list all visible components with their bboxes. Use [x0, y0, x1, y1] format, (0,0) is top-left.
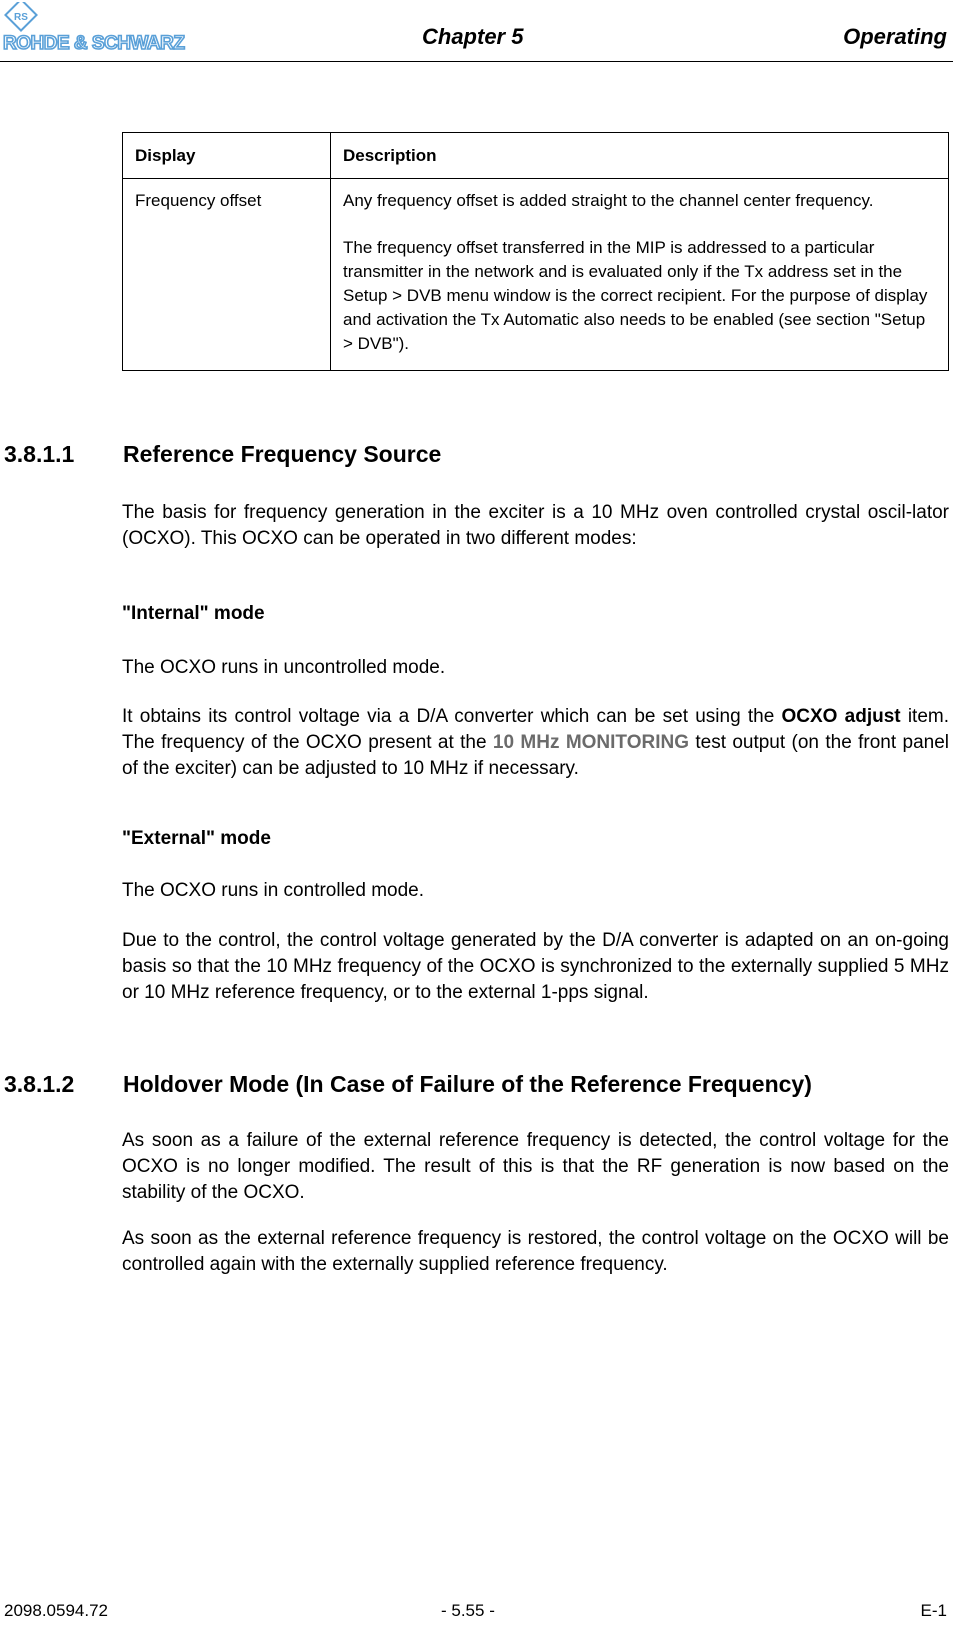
- internal-mode-heading: "Internal" mode: [122, 603, 265, 624]
- section-number: 3.8.1.1: [4, 441, 75, 467]
- description-paragraph: Any frequency offset is added straight to the channel center frequency.: [343, 191, 874, 210]
- page-header: [0, 0, 953, 62]
- external-mode-heading: "External" mode: [122, 828, 271, 849]
- cell-display: Frequency offset: [123, 179, 331, 371]
- internal-mode-paragraph-1: The OCXO runs in uncontrolled mode.: [122, 657, 446, 678]
- footer-page-number: - 5.55 -: [441, 1601, 495, 1620]
- section-title: Operating: [843, 24, 947, 49]
- table-row: [123, 179, 949, 371]
- chapter-title: Chapter 5: [422, 24, 524, 49]
- cell-description: [331, 179, 949, 371]
- holdover-paragraph-1: As soon as a failure of the external reference frequency is detected, the control voltage for the OCXO is no longer modified. The result of this is that the RF generation is now based on the stability of the OCXO.: [122, 1130, 949, 1203]
- section-heading-reference-frequency: [4, 441, 441, 468]
- footer-edition: E-1: [920, 1601, 947, 1620]
- internal-mode-paragraph-2: It obtains its control voltage via a D/A converter which can be set using the OCXO adjust item. The frequency of the OCXO present at the 10 MHz MONITORING test output (on the front panel of the exciter) can be adjusted to 10 MHz if necessary.: [122, 706, 950, 779]
- column-header-description: Description: [331, 133, 949, 179]
- intro-paragraph: The basis for frequency generation in the exciter is a 10 MHz oven controlled crystal oscil-lator (OCXO). This OCXO can be operated in two different modes:: [122, 502, 949, 549]
- rohde-schwarz-logo: [2, 2, 232, 52]
- column-header-display: Display: [123, 133, 331, 179]
- holdover-paragraph-2: As soon as the external reference frequency is restored, the control voltage on the OCXO will be controlled again with the externally supplied reference frequency.: [122, 1228, 949, 1275]
- section-title: Reference Frequency Source: [123, 441, 442, 467]
- monitoring-output-term: 10 MHz MONITORING: [492, 732, 689, 753]
- external-mode-paragraph-2: Due to the control, the control voltage generated by the D/A converter is adapted on an on-going basis so that the 10 MHz frequency of the OCXO is synchronized to the externally supplied 5 MHz or 10 MHz reference frequency, or to the external 1-pps signal.: [122, 930, 949, 1003]
- external-mode-paragraph-1: The OCXO runs in controlled mode.: [122, 880, 425, 901]
- logo-text: ROHDE & SCHWARZ: [3, 33, 185, 52]
- section-heading-holdover-mode: [4, 1071, 812, 1098]
- footer-doc-number: 2098.0594.72: [4, 1601, 108, 1620]
- table-header-row: [123, 133, 949, 179]
- section-number: 3.8.1.2: [4, 1071, 75, 1097]
- ocxo-adjust-term: OCXO adjust: [781, 706, 901, 727]
- svg-text:RS: RS: [14, 12, 28, 23]
- section-title: Holdover Mode (In Case of Failure of the Reference Frequency): [123, 1071, 812, 1097]
- display-description-table: [122, 132, 949, 371]
- description-paragraph: The frequency offset transferred in the MIP is addressed to a particular transmitter in the network and is evaluated only if the Tx address set in the Setup > DVB menu window is the correct recipient. For the purpose of display and activation the Tx Automatic also needs to be enabled (see section "Setup > DVB").: [343, 238, 928, 353]
